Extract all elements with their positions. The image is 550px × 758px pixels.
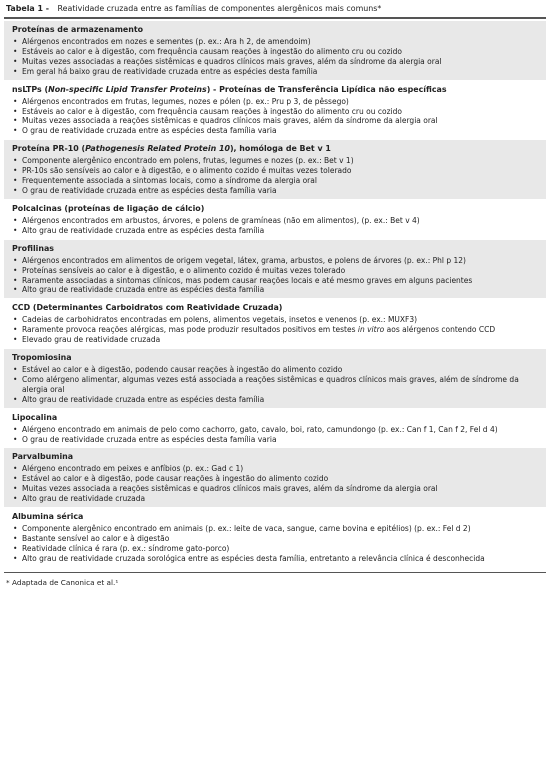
list-item: • Frequentemente associada a sintomas locais, como a síndrome da alergia oral <box>12 176 538 186</box>
section-list <box>12 37 538 77</box>
list-item: • Proteínas sensíveis ao calor e à digestão, e o alimento cozido é muitas vezes tolerado <box>12 266 538 276</box>
section-title-italic: Pathogenesis Related Protein 10 <box>85 144 230 154</box>
list-item: • Cadeias de carbohidratos encontradas em polens, alimentos vegetais, insetos e venenos (p. ex.: MUXF3) <box>12 315 538 325</box>
list-item-part: Raramente provoca reações alérgicas, mas pode produzir resultados positivos em testes <box>22 325 358 335</box>
section-title: Lipocalina <box>12 412 58 422</box>
list-item: • Alto grau de reatividade cruzada entre as espécies desta família <box>12 285 538 295</box>
section-storage-proteins <box>4 21 546 81</box>
list-item: • Elevado grau de reatividade cruzada <box>12 335 538 345</box>
section-parvalbumin <box>4 448 546 508</box>
list-item: • Alérgenos encontrados em alimentos de origem vegetal, látex, grama, arbustos, e polens de árvores (p. ex.: Phl p 12) <box>12 256 538 266</box>
section-title <box>12 144 538 154</box>
section-title-italic: Non-specific Lipid Transfer Proteins <box>48 84 207 94</box>
section-title-part: nsLTPs ( <box>12 84 49 94</box>
list-item <box>12 325 538 335</box>
section-list <box>12 315 538 345</box>
section-tropomyosin <box>4 349 546 409</box>
list-item: • Reatividade clínica é rara (p. ex.: síndrome gato-porco) <box>12 544 538 554</box>
list-item: • Componente alergênico encontrado em polens, frutas, legumes e nozes (p. ex.: Bet v 1) <box>12 156 538 166</box>
list-item: • Componente alergênico encontrado em animais (p. ex.: leite de vaca, sangue, carne bovina e epitélios) (p. ex.: Fel d 2) <box>12 524 538 534</box>
section-list <box>12 464 538 504</box>
list-item: • O grau de reatividade cruzada entre as espécies desta família varia <box>12 435 538 445</box>
list-item: • Alérgeno encontrado em animais de pelo como cachorro, gato, cavalo, boi, rato, camundongo (p. ex.: Can f 1, Can f 2, Fel d 4) <box>12 425 538 435</box>
section-list <box>12 524 538 564</box>
section-title: Profilinas <box>12 243 54 253</box>
section-list <box>12 256 538 296</box>
list-item: • Bastante sensível ao calor e à digestão <box>12 534 538 544</box>
table-caption-label: Tabela 1 - <box>6 4 49 13</box>
list-item: • Alto grau de reatividade cruzada sorológica entre as espécies desta família, entretanto a relevância clínica é desconhecida <box>12 554 538 564</box>
section-serum-albumin <box>4 508 546 568</box>
list-item: • Alérgenos encontrados em frutas, legumes, nozes e pólen (p. ex.: Pru p 3, de pêssego) <box>12 97 538 107</box>
section-pr10 <box>4 140 546 200</box>
section-title-part: ), homóloga de Bet v 1 <box>229 144 331 154</box>
list-item: • Alérgenos encontrados em nozes e sementes (p. ex.: Ara h 2, de amendoim) <box>12 37 538 47</box>
section-polcalcins <box>4 200 546 240</box>
table-caption <box>4 4 546 19</box>
section-title: Tropomiosina <box>12 353 72 363</box>
section-title: Albumina sérica <box>12 512 84 522</box>
list-item: • Muitas vezes associada a reações sistêmicas e quadros clínicos mais graves, além da síndrome da alergia oral <box>12 116 538 126</box>
table-caption-text: Reatividade cruzada entre as famílias de componentes alergênicos mais comuns* <box>57 4 382 13</box>
list-item: • Como alérgeno alimentar, algumas vezes está associada a reações sistêmicas e quadros clínicos mais graves, além de síndrome da alergia oral <box>12 375 538 395</box>
section-title: Parvalbumina <box>12 452 74 462</box>
list-item: • O grau de reatividade cruzada entre as espécies desta família varia <box>12 126 538 136</box>
list-item: • Estáveis ao calor e à digestão, com frequência causam reações à ingestão do alimento cru ou cozido <box>12 107 538 117</box>
section-title: Proteínas de armazenamento <box>12 25 144 34</box>
section-ccd <box>4 299 546 349</box>
list-item: • Estável ao calor e à digestão, podendo causar reações à ingestão do alimento cozido <box>12 365 538 375</box>
list-item: • Alto grau de reatividade cruzada entre as espécies desta família <box>12 226 538 236</box>
list-item-italic: in vitro <box>357 325 385 335</box>
list-item: • Alto grau de reatividade cruzada <box>12 494 538 504</box>
section-profilins <box>4 240 546 300</box>
section-list <box>12 425 538 445</box>
allergen-table <box>4 21 546 568</box>
list-item-part: aos alérgenos contendo CCD <box>384 325 496 335</box>
list-item: • PR-10s são sensíveis ao calor e à digestão, e o alimento cozido é muitas vezes tolerado <box>12 166 538 176</box>
section-title: CCD (Determinantes Carboidratos com Reatividade Cruzada) <box>12 303 283 313</box>
section-nsltps <box>4 81 546 141</box>
list-item: • Raramente associadas a sintomas clínicos, mas podem causar reações locais e até mesmo graves em alguns pacientes <box>12 276 538 286</box>
list-item: • Muitas vezes associadas a reações sistêmicas e quadros clínicos mais graves, além da síndrome da alergia oral <box>12 57 538 67</box>
list-item: • Alérgeno encontrado em peixes e anfíbios (p. ex.: Gad c 1) <box>12 464 538 474</box>
section-list <box>12 365 538 405</box>
section-title-part: Proteína PR-10 ( <box>12 144 86 154</box>
section-title-part: ) - Proteínas de Transferência Lipídica não específicas <box>206 84 447 94</box>
list-item: • Estável ao calor e à digestão, pode causar reações à ingestão do alimento cozido <box>12 474 538 484</box>
section-list <box>12 216 538 236</box>
list-item: • O grau de reatividade cruzada entre as espécies desta família varia <box>12 186 538 196</box>
section-list <box>12 156 538 196</box>
list-item: • Alérgenos encontrados em arbustos, árvores, e polens de gramíneas (não em alimentos), (p. ex.: Bet v 4) <box>12 216 538 226</box>
section-title: Polcalcinas (proteínas de ligação de cálcio) <box>12 203 205 213</box>
section-lipocalin <box>4 409 546 449</box>
list-item: • Alto grau de reatividade cruzada entre as espécies desta família <box>12 395 538 405</box>
list-item: • Em geral há baixo grau de reatividade cruzada entre as espécies desta família <box>12 67 538 77</box>
table-footnote: * Adaptada de Canonica et al.¹ <box>6 577 119 587</box>
list-item: • Estáveis ao calor e à digestão, com frequência causam reações à ingestão do alimento cru ou cozido <box>12 47 538 57</box>
section-list <box>12 97 538 137</box>
section-title <box>12 85 538 95</box>
list-item: • Muitas vezes associada a reações sistêmicas e quadros clínicos mais graves, além da síndrome da alergia oral <box>12 484 538 494</box>
